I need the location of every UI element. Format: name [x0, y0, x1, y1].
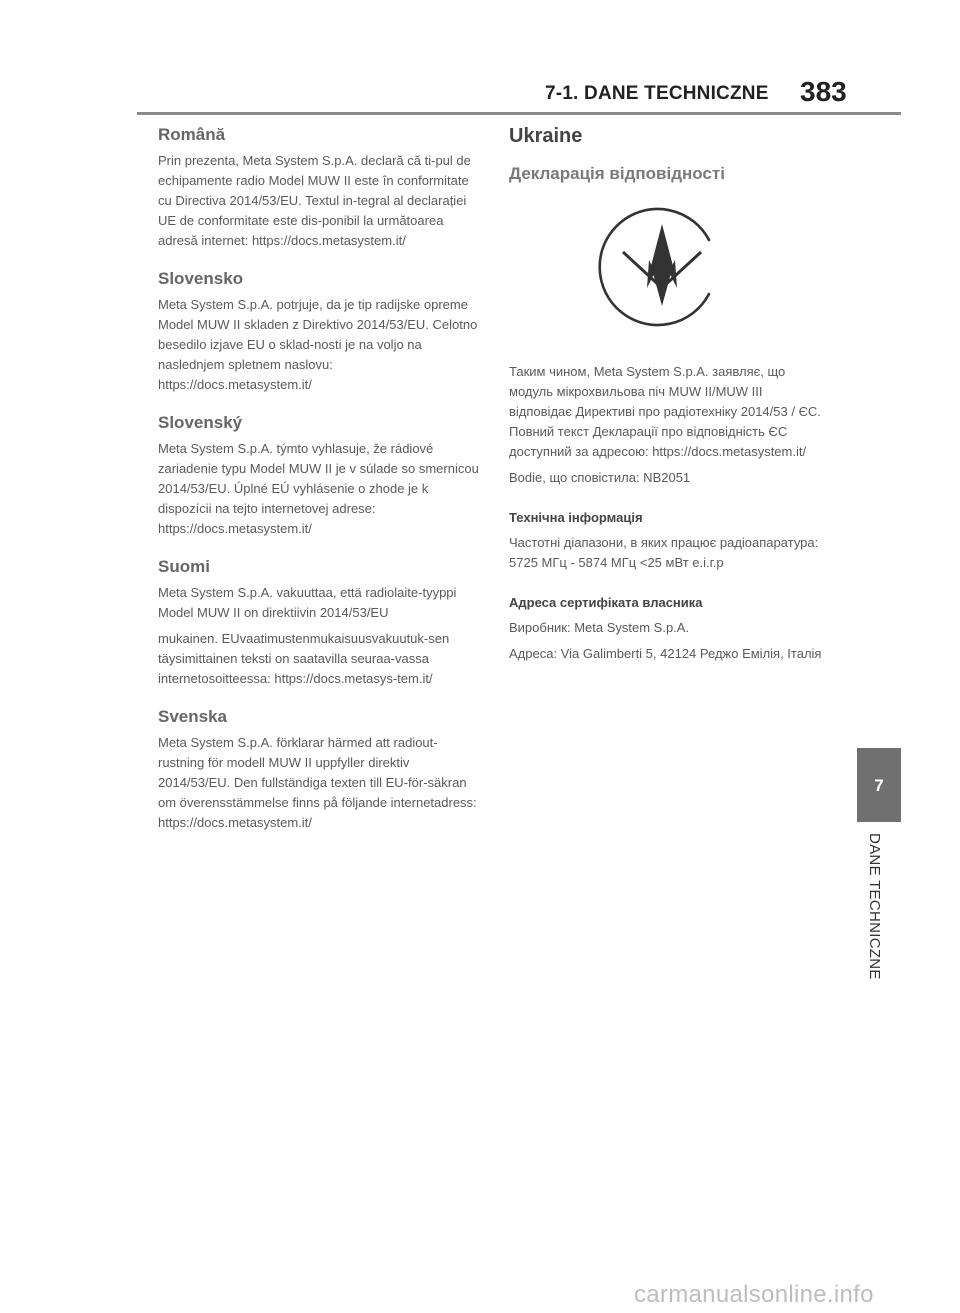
section-heading: Slovensko — [158, 269, 244, 288]
chapter-tab — [857, 748, 901, 822]
chapter-number: 7 — [874, 776, 884, 795]
section-slovensky — [158, 413, 480, 539]
tech-info-text: Частотні діапазони, в яких працює радіоапаратура: 5725 МГц - 5874 МГц <25 мВт е.і.г.р — [509, 535, 819, 570]
section-heading: Română — [158, 125, 226, 144]
section-text: mukainen. EUvaatimustenmukaisuusvakuutuk-sen täysimittainen teksti on saatavilla seuraa-vassa internetosoitteessa: https://docs.metasys-tem.it/ — [158, 631, 450, 686]
ukraine-title: Ukraine — [509, 125, 583, 147]
ukraine-notified-body: Bodie, що сповістила: NB2051 — [509, 470, 691, 485]
section-text: Prin prezenta, Meta System S.p.A. declară că ti-pul de echipamente radio Model MUW II este în conformitate cu Directiva 2014/53/EU. Textul in-tegral al declarației UE de conformitate este dis-ponibil la următoarea adresă internet: https://docs.metasystem.it/ — [158, 153, 471, 248]
manufacturer-text: Виробник: Meta System S.p.A. — [509, 620, 690, 635]
section-heading: Suomi — [158, 557, 210, 576]
right-column — [509, 125, 829, 670]
section-text: Meta System S.p.A. förklarar härmed att radiout-rustning för modell MUW II uppfyller direktiv 2014/53/EU. Den fullständiga texten till EU-för-säkran om överensstämmelse finns på följande internetadress: https://docs.metasystem.it/ — [158, 735, 477, 830]
section-text: Meta System S.p.A. týmto vyhlasuje, že rádiové zariadenie typu Model MUW II je v súlade so smernicou 2014/53/EU. Úplné EÚ vyhlásenie o zhode je k dispozícii na tejto internetovej adrese: https://docs.metasystem.it/ — [158, 441, 479, 536]
section-suomi — [158, 557, 480, 689]
section-text: Meta System S.p.A. potrjuje, da je tip radijske opreme Model MUW II skladen z Direktivo 2014/53/EU. Celotno besedilo izjave EU o sklad-nosti je na voljo na naslednjem spletnem naslovu: https://docs.metasystem.it/ — [158, 297, 478, 392]
chapter-side-label: DANE TECHNICZNE — [866, 833, 883, 980]
ukrainian-conformity-mark-icon — [597, 202, 727, 332]
ukraine-subtitle: Декларація відповідності — [509, 164, 725, 183]
section-romana — [158, 125, 480, 251]
section-heading: Svenska — [158, 707, 227, 726]
header-title: 7-1. DANE TECHNICZNE — [545, 83, 769, 104]
section-svenska — [158, 707, 480, 833]
certificate-holder-heading: Адреса сертифіката власника — [509, 595, 703, 610]
page-number: 383 — [800, 76, 847, 107]
address-text: Адреса: Via Galimberti 5, 42124 Реджо Емілія, Італія — [509, 646, 822, 661]
footer-watermark-url: carmanualsonline.info — [634, 1281, 874, 1308]
left-column — [158, 125, 480, 839]
section-heading: Slovenský — [158, 413, 243, 432]
tech-info-heading: Технічна інформація — [509, 510, 643, 525]
section-slovensko — [158, 269, 480, 395]
section-text: Meta System S.p.A. vakuuttaa, että radiolaite-tyyppi Model MUW II on direktiivin 2014/53/EU — [158, 585, 457, 620]
ukraine-declaration: Таким чином, Meta System S.p.A. заявляє, що модуль мікрохвильова піч MUW II/MUW III відповідає Директиві про радіотехніку 2014/53 / ЄС. Повний текст Декларації про відповідність ЄС доступний за адресою: https://docs.metasystem.it/ — [509, 364, 821, 459]
header-rule — [137, 112, 901, 115]
